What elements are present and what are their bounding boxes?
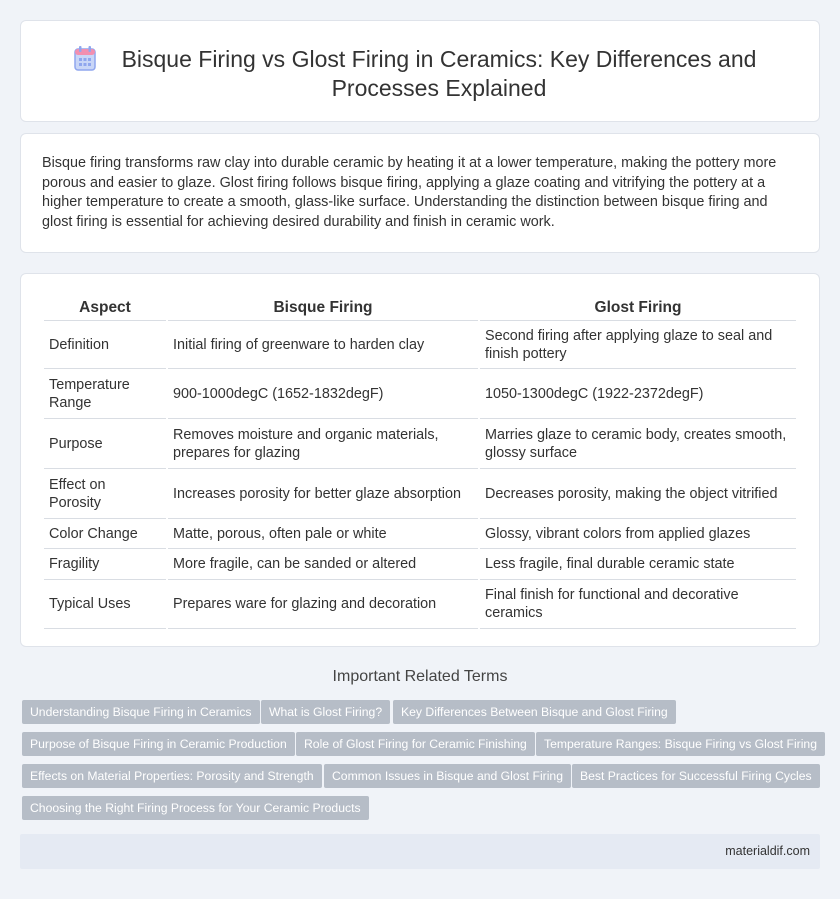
related-term-tag[interactable]: Key Differences Between Bisque and Glost Firing [393, 700, 676, 724]
table-row [44, 321, 796, 369]
related-term-tag[interactable]: Common Issues in Bisque and Glost Firing [324, 764, 571, 788]
row-glost: Less fragile, final durable ceramic state [480, 549, 796, 580]
row-aspect: Temperature Range [44, 369, 166, 419]
footer [20, 834, 820, 869]
table-row [44, 469, 796, 519]
comparison-table [42, 296, 798, 629]
row-bisque: 900-1000degC (1652-1832degF) [168, 369, 478, 419]
related-term-tag[interactable]: Effects on Material Properties: Porosity and Strength [22, 764, 322, 788]
related-term-tag[interactable]: Role of Glost Firing for Ceramic Finishing [296, 732, 535, 756]
intro-paragraph: Bisque firing transforms raw clay into durable ceramic by heating it at a lower temperature, making the pottery more porous and easier to glaze. Glost firing follows bisque firing, applying a glaze coating and vitrifying the pottery at a higher temperature to create a smooth, glass-like surface. Understanding the distinction between bisque firing and glost firing is essential for achieving desired durability and finish in ceramic work. [42, 155, 777, 230]
related-term-tag[interactable]: Best Practices for Successful Firing Cycles [572, 764, 820, 788]
table-row [44, 419, 796, 469]
header-aspect: Aspect [44, 296, 166, 321]
table-row [44, 519, 796, 549]
row-aspect: Purpose [44, 419, 166, 469]
row-aspect: Definition [44, 321, 166, 369]
row-aspect: Effect on Porosity [44, 469, 166, 519]
row-glost: Final finish for functional and decorative ceramics [480, 580, 796, 629]
intro-card [20, 133, 820, 253]
related-term-tag[interactable]: Choosing the Right Firing Process for Your Ceramic Products [22, 796, 369, 820]
row-bisque: Increases porosity for better glaze absorption [168, 469, 478, 519]
comparison-card [20, 273, 820, 647]
table-row [44, 580, 796, 629]
row-bisque: Removes moisture and organic materials, prepares for glazing [168, 419, 478, 469]
row-bisque: Prepares ware for glazing and decoration [168, 580, 478, 629]
related-term-tag[interactable]: Purpose of Bisque Firing in Ceramic Production [22, 732, 295, 756]
header-bisque: Bisque Firing [168, 296, 478, 321]
footer-site-name[interactable]: materialdif.com [725, 844, 810, 858]
row-glost: 1050-1300degC (1922-2372degF) [480, 369, 796, 419]
related-term-tag[interactable]: Understanding Bisque Firing in Ceramics [22, 700, 260, 724]
row-aspect: Fragility [44, 549, 166, 580]
header-glost: Glost Firing [480, 296, 796, 321]
row-bisque: More fragile, can be sanded or altered [168, 549, 478, 580]
row-glost: Marries glaze to ceramic body, creates smooth, glossy surface [480, 419, 796, 469]
page-title: Bisque Firing vs Glost Firing in Ceramics: Key Differences and Processes Explained [121, 46, 757, 101]
related-terms-title: Important Related Terms [332, 668, 508, 685]
row-glost: Decreases porosity, making the object vitrified [480, 469, 796, 519]
table-row [44, 549, 796, 580]
row-bisque: Matte, porous, often pale or white [168, 519, 478, 549]
row-aspect: Color Change [44, 519, 166, 549]
row-glost: Second firing after applying glaze to seal and finish pottery [480, 321, 796, 369]
row-aspect: Typical Uses [44, 580, 166, 629]
related-term-tag[interactable]: Temperature Ranges: Bisque Firing vs Glost Firing [536, 732, 825, 756]
table-row [44, 369, 796, 419]
table-header-row [44, 296, 796, 321]
related-term-tag[interactable]: What is Glost Firing? [261, 700, 390, 724]
row-bisque: Initial firing of greenware to harden clay [168, 321, 478, 369]
row-glost: Glossy, vibrant colors from applied glazes [480, 519, 796, 549]
title-card [20, 20, 820, 122]
